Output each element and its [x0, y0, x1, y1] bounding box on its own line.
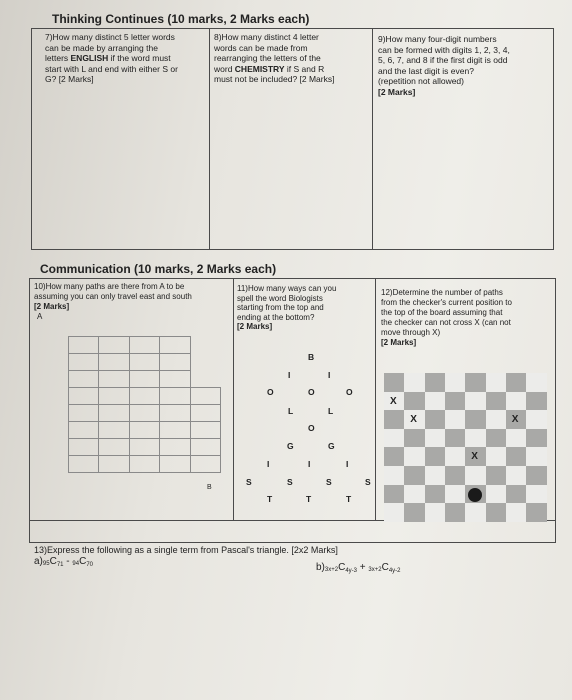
checker-piece — [468, 488, 482, 502]
question-7: 7)How many distinct 5 letter words can be made by arranging the letters ENGLISH if the word must start with L and end with either S or G? [2 Marks] — [45, 32, 178, 84]
grid-cell — [129, 455, 160, 473]
board-square — [465, 410, 486, 429]
question-13: 13)Express the following as a single term from Pascal's triangle. [2x2 Marks] — [34, 545, 338, 555]
board-square — [506, 466, 527, 485]
board-square — [445, 392, 466, 411]
grid-cell — [159, 370, 191, 388]
board-square — [384, 466, 405, 485]
board-square — [384, 485, 405, 504]
board-square — [404, 429, 425, 448]
board-square — [445, 447, 466, 466]
grid-cell — [98, 370, 130, 388]
pyramid-letter: O — [308, 387, 315, 397]
pyramid-letter: S — [365, 477, 371, 487]
grid-cell — [68, 370, 99, 388]
grid-cell — [68, 404, 99, 422]
board-square — [506, 503, 527, 522]
board-square — [486, 485, 507, 504]
grid-cell — [68, 336, 99, 354]
board-square — [506, 392, 527, 411]
board-square — [384, 503, 405, 522]
board-square — [486, 429, 507, 448]
pyramid-letter: B — [308, 352, 315, 362]
grid-cell — [68, 455, 99, 473]
grid-cell — [129, 404, 160, 422]
section-title-communication: Communication (10 marks, 2 Marks each) — [40, 262, 277, 276]
pyramid-letter: S — [326, 477, 332, 487]
pyramid-letter: I — [346, 459, 349, 469]
grid-cell — [159, 421, 191, 439]
grid-cell — [159, 353, 191, 371]
grid-cell — [98, 353, 130, 371]
pyramid-letter: T — [267, 494, 273, 504]
grid-cell — [98, 387, 130, 405]
grid-cell — [68, 438, 99, 456]
board-square — [425, 429, 446, 448]
pyramid-letter: S — [246, 477, 252, 487]
blocked-x-mark: X — [511, 414, 519, 426]
pyramid-letter: L — [288, 406, 294, 416]
grid-label-a: A — [37, 312, 43, 321]
pyramid-letter: S — [287, 477, 293, 487]
board-square — [506, 447, 527, 466]
board-square — [445, 485, 466, 504]
board-square — [384, 429, 405, 448]
pyramid-letter: T — [306, 494, 312, 504]
pyramid-letter: T — [346, 494, 352, 504]
board-square — [425, 373, 446, 392]
board-square — [526, 392, 547, 411]
grid-cell — [98, 421, 130, 439]
grid-cell — [190, 404, 221, 422]
question-13b: $b)3x+2C_{4y-3} + 3x+2C_{4y-2}$ — [316, 562, 401, 574]
board-square — [425, 392, 446, 411]
grid-cell — [68, 387, 99, 405]
board-square — [404, 503, 425, 522]
pyramid-letter: O — [308, 423, 315, 433]
question-12: 12)Determine the number of paths from the checker's current position to the top of the board assuming that the checker can not cross X (can not move through X) [2 Marks] — [381, 288, 512, 347]
board-square — [404, 392, 425, 411]
board-square — [384, 410, 405, 429]
pyramid-letter: O — [346, 387, 353, 397]
grid-cell — [129, 421, 160, 439]
section-title-thinking: Thinking Continues (10 marks, 2 Marks each) — [52, 12, 310, 26]
grid-cell — [159, 455, 191, 473]
board-square — [404, 447, 425, 466]
grid-cell — [129, 387, 160, 405]
board-square — [486, 410, 507, 429]
board-square — [486, 392, 507, 411]
grid-cell — [190, 455, 221, 473]
grid-cell — [190, 387, 221, 405]
grid-cell — [190, 438, 221, 456]
board-square — [384, 447, 405, 466]
question-13a: $a)95C_{71} - 94C_{70}$ — [34, 556, 94, 568]
board-square — [404, 373, 425, 392]
blocked-x-mark: X — [471, 451, 478, 463]
pyramid-letter: L — [328, 406, 334, 416]
pyramid-letter: G — [328, 441, 335, 451]
board-square — [506, 485, 527, 504]
grid-cell — [159, 336, 191, 354]
question-10: 10)How many paths are there from A to be assuming you can only travel east and south [2 Marks] A — [34, 282, 234, 322]
pyramid-letter: G — [287, 441, 294, 451]
grid-cell — [98, 438, 130, 456]
grid-cell — [129, 353, 160, 371]
board-square — [425, 410, 446, 429]
grid-cell — [98, 336, 130, 354]
board-square — [526, 503, 547, 522]
pyramid-letter: I — [288, 370, 291, 380]
board-square — [486, 447, 507, 466]
grid-cell — [129, 336, 160, 354]
grid-cell — [129, 370, 160, 388]
board-square — [425, 503, 446, 522]
board-square — [506, 429, 527, 448]
grid-cell — [98, 404, 130, 422]
board-square — [445, 503, 466, 522]
question-9: 9)How many four-digit numbers can be formed with digits 1, 2, 3, 4, 5, 6, 7, and 8 if the first digit is odd and the last digit is even? (repetition not allowed) [2 Marks] — [378, 34, 510, 97]
board-square — [526, 485, 547, 504]
grid-cell — [159, 438, 191, 456]
board-square — [526, 410, 547, 429]
board-square — [445, 373, 466, 392]
board-square — [445, 466, 466, 485]
blocked-x-mark: X — [410, 414, 417, 426]
board-square — [425, 466, 446, 485]
board-square — [486, 466, 507, 485]
grid-label-b: B — [207, 484, 212, 491]
board-square — [445, 410, 466, 429]
pyramid-letter: I — [328, 370, 331, 380]
board-square — [404, 466, 425, 485]
grid-cell — [68, 421, 99, 439]
board-square — [486, 503, 507, 522]
grid-cell — [159, 387, 191, 405]
board-square — [384, 373, 405, 392]
board-square — [445, 429, 466, 448]
board-square — [465, 429, 486, 448]
pyramid-letter: I — [308, 459, 311, 469]
board-square — [465, 392, 486, 411]
board-square — [465, 373, 486, 392]
grid-cell — [68, 353, 99, 371]
board-square — [425, 485, 446, 504]
board-square — [465, 503, 486, 522]
grid-cell — [159, 404, 191, 422]
board-square — [465, 466, 486, 485]
question-8: 8)How many distinct 4 letter words can be made from rearranging the letters of the word CHEMISTRY if S and R must not be included? [2 Marks] — [214, 32, 335, 84]
grid-cell — [98, 455, 130, 473]
board-square — [526, 447, 547, 466]
board-square — [486, 373, 507, 392]
blocked-x-mark: X — [390, 395, 397, 407]
board-square — [404, 485, 425, 504]
board-square — [506, 373, 527, 392]
board-square — [526, 466, 547, 485]
board-square — [425, 447, 446, 466]
question-11: 11)How many ways can you spell the word Biologists starting from the top and ending at the bottom? [2 Marks] — [237, 284, 337, 331]
board-square — [526, 429, 547, 448]
pyramid-letter: O — [267, 387, 274, 397]
board-square — [526, 373, 547, 392]
grid-cell — [129, 438, 160, 456]
pyramid-letter: I — [267, 459, 270, 469]
grid-cell — [190, 421, 221, 439]
